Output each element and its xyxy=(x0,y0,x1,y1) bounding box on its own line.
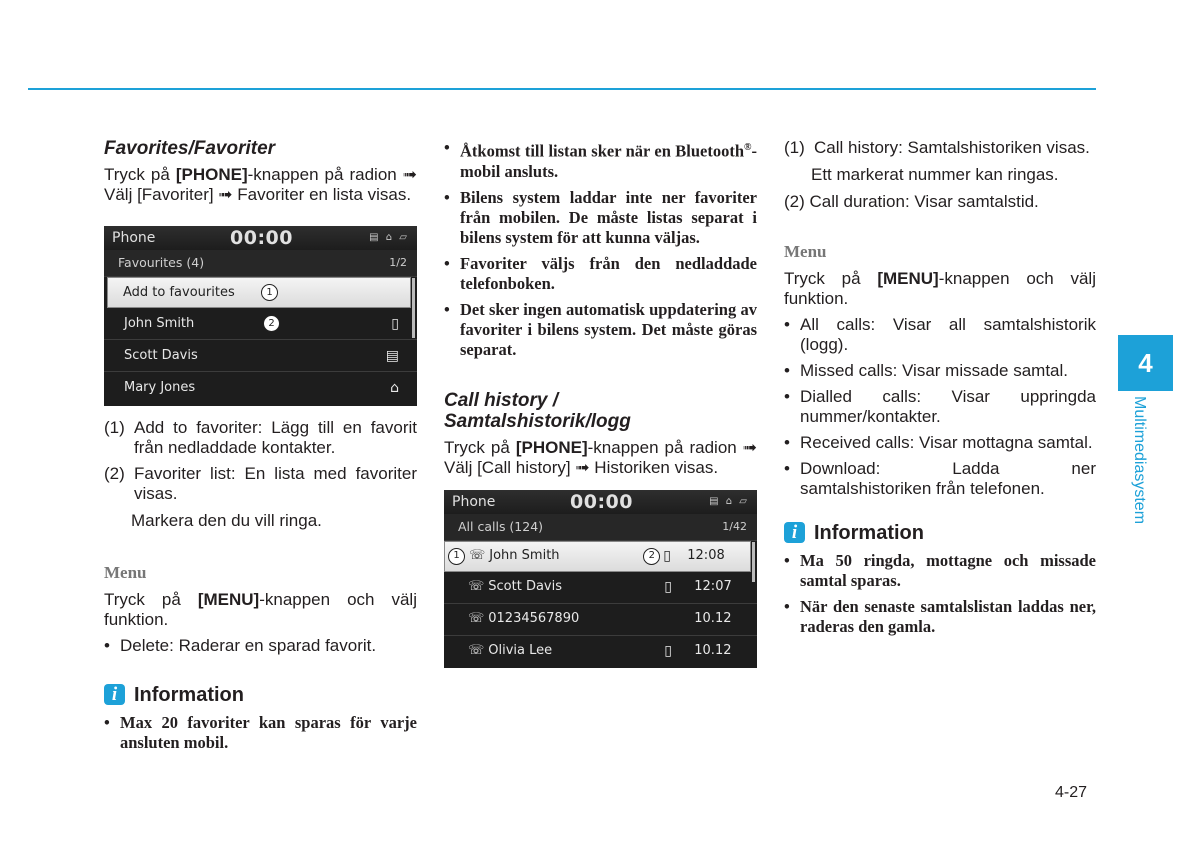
call-icon: ☏ xyxy=(468,611,485,626)
legend-number: (1) xyxy=(784,138,805,157)
legend-item xyxy=(784,138,1096,158)
page-count: 1/2 xyxy=(389,256,407,269)
call-icon: ☏ xyxy=(468,643,485,658)
note-item xyxy=(444,188,757,248)
intro-text-rest: -knappen på radion ➟ Välj [Call history] ➟ Historiken visas. xyxy=(444,437,757,477)
call-time: 10.12 xyxy=(694,643,732,658)
call-time: 12:08 xyxy=(687,548,725,563)
bullet: • xyxy=(784,361,790,380)
info-item-text: Max 20 favoriter kan sparas för varje ansluten mobil. xyxy=(120,713,417,752)
page-count: 1/42 xyxy=(722,519,747,533)
note-item xyxy=(444,300,757,360)
screen-title: Phone xyxy=(112,230,156,246)
legend-text: Call history: Samtalshistoriken visas. xyxy=(814,138,1090,157)
call-icon: ☏ xyxy=(469,548,486,563)
bullet: • xyxy=(444,253,450,273)
bullet: • xyxy=(104,636,110,655)
legend-number: (1) xyxy=(104,418,125,437)
marker-2: 2 xyxy=(263,315,280,332)
bullet: • xyxy=(784,459,790,478)
registered-mark: ® xyxy=(744,142,752,153)
legend-note: Ett markerat nummer kan ringas. xyxy=(811,165,1059,184)
legend-text: Favoriter list: En lista med favoriter visas. xyxy=(134,464,417,503)
info-item xyxy=(784,551,1096,591)
menu-text-rest: -knappen och välj funktion. xyxy=(104,590,417,629)
heading-line-1: Call history / xyxy=(444,389,559,411)
info-title: Information xyxy=(814,521,924,544)
phone-key-label: [PHONE] xyxy=(175,165,248,184)
favorite-row[interactable] xyxy=(104,372,417,403)
chapter-label: Multimediasystem xyxy=(1131,396,1148,525)
bullet: • xyxy=(444,299,450,319)
column-call-history-details xyxy=(784,138,1096,637)
favorites-intro xyxy=(104,165,417,205)
note-text-b: -mobil ansluts. xyxy=(460,141,757,181)
column-favorites xyxy=(104,138,417,753)
menu-item xyxy=(104,636,417,656)
call-icon: ☏ xyxy=(468,579,485,594)
contact-icon: ▤ xyxy=(385,347,399,364)
intro-text: Tryck på xyxy=(104,165,176,184)
call-time: 10.12 xyxy=(694,611,732,626)
bullet: • xyxy=(444,138,450,157)
page-number: 4-27 xyxy=(1055,784,1088,801)
list-subheader xyxy=(444,514,757,541)
call-history-heading xyxy=(444,390,757,432)
favorites-heading: Favorites/Favoriter xyxy=(104,138,276,159)
menu-text: Tryck på xyxy=(104,590,198,609)
row-label: Scott Davis xyxy=(124,347,198,363)
call-time: 12:07 xyxy=(694,579,732,594)
phone-key-label: [PHONE] xyxy=(515,437,588,457)
legend-item xyxy=(104,464,417,504)
note-text: Det sker ingen automatisk uppdatering av favoriter i bilens system. Det måste göras separat. xyxy=(460,299,757,359)
screen-header xyxy=(444,490,757,514)
menu-intro xyxy=(104,590,417,630)
screen-clock: 00:00 xyxy=(230,227,293,249)
menu-heading: Menu xyxy=(104,563,147,582)
menu-item xyxy=(784,387,1096,427)
screen-title: Phone xyxy=(452,493,496,510)
info-heading xyxy=(104,684,417,705)
phone-icon: ▯ xyxy=(664,643,672,659)
menu-item xyxy=(784,459,1096,499)
menu-text: Tryck på xyxy=(784,269,878,288)
note-text-a: Åtkomst till listan sker när en Bluetooth xyxy=(460,141,745,161)
info-item-text: När den senaste samtalslistan laddas ner, raderas den gamla. xyxy=(800,597,1096,636)
bullet: • xyxy=(784,387,790,406)
note-item xyxy=(444,138,757,182)
home-icon: ⌂ xyxy=(390,379,399,396)
intro-text: Tryck på xyxy=(444,437,516,457)
bullet: • xyxy=(444,187,450,207)
call-history-intro xyxy=(444,438,757,478)
favorites-screen xyxy=(104,226,417,406)
note-text: Favoriter väljs från den nedladdade telefonboken. xyxy=(460,253,757,293)
marker-2: 2 xyxy=(643,548,660,565)
favorite-row[interactable] xyxy=(104,340,417,372)
intro-text-rest: -knappen på radion ➟ Välj [Favoriter] ➟ Favoriter en lista visas. xyxy=(104,165,417,204)
status-icons: ▤ ⌂ ▱ xyxy=(369,232,409,243)
bullet: • xyxy=(784,315,790,334)
note-text xyxy=(460,138,757,182)
bullet: • xyxy=(784,597,790,616)
row-label: Add to favourites xyxy=(123,284,235,300)
menu-item xyxy=(784,361,1096,381)
menu-key-label: [MENU] xyxy=(877,269,939,288)
bullet: • xyxy=(784,551,790,570)
note-text: Bilens system laddar inte ner favoriter från mobilen. De måste listas separat i bilens system för att kunna väljas. xyxy=(460,187,757,247)
note-item xyxy=(444,254,757,294)
menu-intro xyxy=(784,269,1096,309)
marker-1: 1 xyxy=(448,548,465,565)
row-label: 01234567890 xyxy=(488,611,580,626)
row-label: Mary Jones xyxy=(124,379,196,395)
list-title: All calls (124) xyxy=(458,518,544,534)
screen-header xyxy=(104,226,417,250)
info-icon: i xyxy=(104,684,125,705)
menu-item xyxy=(784,433,1096,453)
legend-item-2: (2) Call duration: Visar samtalstid. xyxy=(784,192,1039,211)
row-label: John Smith xyxy=(124,315,195,331)
status-icons: ▤ ⌂ ▱ xyxy=(709,495,749,507)
menu-item-text: All calls: Visar all samtalshistorik (logg). xyxy=(800,315,1096,354)
header-rule xyxy=(28,88,1096,90)
screen-clock: 00:00 xyxy=(570,490,633,513)
favorites-legend xyxy=(104,418,417,531)
menu-item-text: Dialled calls: Visar uppringda nummer/kontakter. xyxy=(800,387,1096,426)
info-item xyxy=(104,713,417,753)
phone-icon: ▯ xyxy=(391,315,399,332)
phone-icon: ▯ xyxy=(664,579,672,595)
column-call-history xyxy=(444,138,757,668)
phone-icon: ▯ xyxy=(663,548,671,564)
menu-text-rest: -knappen och välj funktion. xyxy=(784,269,1096,308)
row-label: John Smith xyxy=(489,548,560,563)
menu-key-label: [MENU] xyxy=(197,590,260,609)
legend-note: Markera den du vill ringa. xyxy=(131,511,322,530)
marker-1: 1 xyxy=(261,284,278,301)
list-subheader xyxy=(104,250,417,277)
menu-item xyxy=(784,315,1096,355)
menu-item-text: Download: Ladda ner samtalshistoriken från telefonen. xyxy=(800,459,1096,498)
row-label: Scott Davis xyxy=(488,579,562,594)
menu-heading: Menu xyxy=(784,242,827,261)
call-row[interactable] xyxy=(444,604,757,636)
add-to-favourites-row[interactable] xyxy=(107,277,411,308)
menu-item-text: Received calls: Visar mottagna samtal. xyxy=(800,433,1093,452)
info-item-text: Ma 50 ringda, mottagne och missade samtal sparas. xyxy=(800,551,1096,590)
menu-item-text: Missed calls: Visar missade samtal. xyxy=(800,361,1068,380)
bullet: • xyxy=(784,433,790,452)
favorite-row[interactable] xyxy=(104,308,417,340)
info-heading xyxy=(784,522,1096,543)
info-item xyxy=(784,597,1096,637)
list-title: Favourites (4) xyxy=(118,255,205,270)
call-history-screen xyxy=(444,490,757,668)
call-row[interactable] xyxy=(444,541,751,572)
info-icon: i xyxy=(784,522,805,543)
info-title: Information xyxy=(134,683,244,706)
bullet: • xyxy=(104,713,110,732)
call-row[interactable] xyxy=(444,636,757,667)
menu-item-text: Delete: Raderar en sparad favorit. xyxy=(120,636,377,655)
heading-line-2: Samtalshistorik/logg xyxy=(444,410,631,432)
scrollbar[interactable] xyxy=(412,278,415,338)
row-label: Olivia Lee xyxy=(488,643,553,658)
legend-number: (2) xyxy=(104,464,125,483)
chapter-tab: 4 xyxy=(1118,335,1173,391)
legend-text: Add to favoriter: Lägg till en favorit från nedladdade kontakter. xyxy=(134,418,417,457)
scrollbar[interactable] xyxy=(752,542,755,582)
legend-item xyxy=(104,418,417,458)
call-row[interactable] xyxy=(444,572,757,604)
